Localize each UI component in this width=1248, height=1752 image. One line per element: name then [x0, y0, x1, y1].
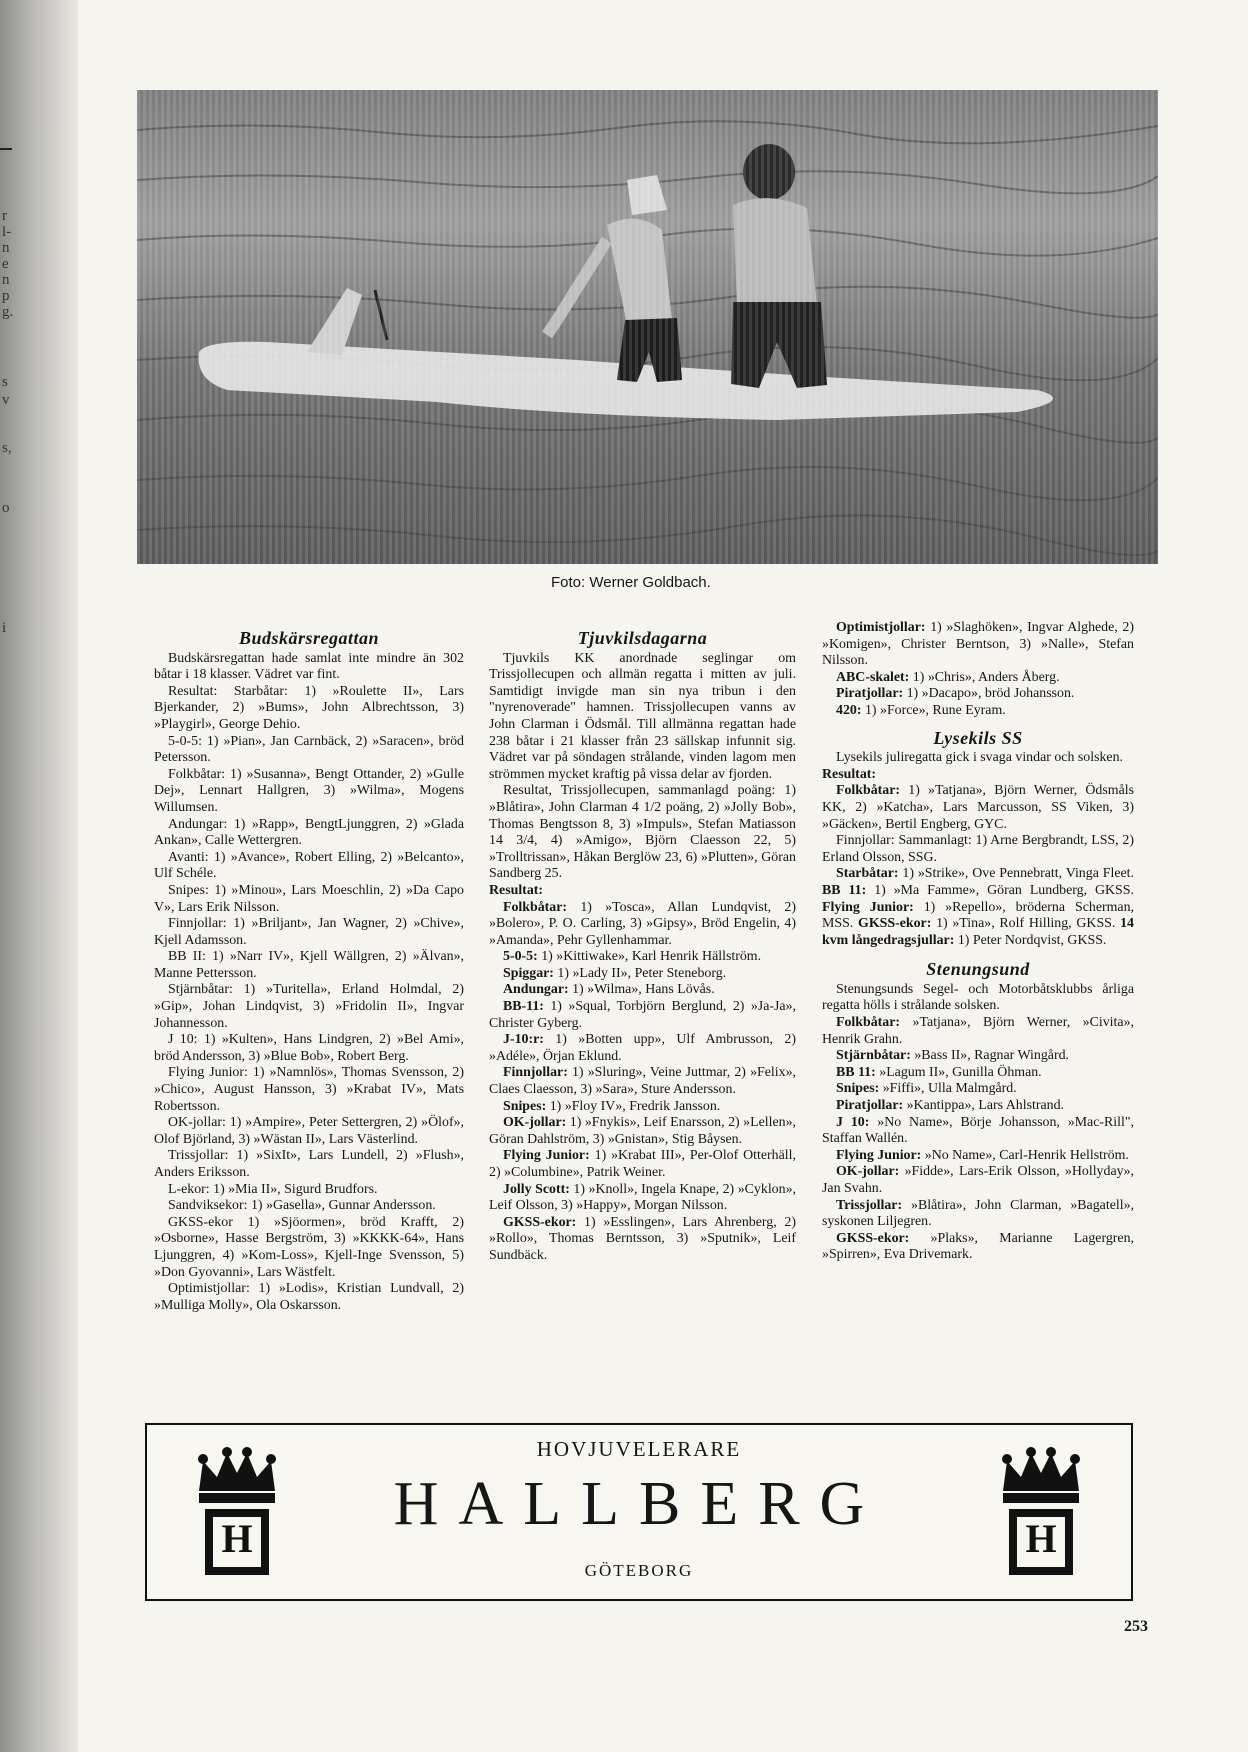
column-tjuvkilsdagarna — [489, 630, 796, 1265]
sten-entry — [822, 1198, 1134, 1231]
sten-entry — [822, 1164, 1134, 1197]
tjuvkil-entry-label: Piratjollar: — [836, 686, 904, 702]
heading-tjuvkilsdagarna: Tjuvkilsdagarna — [577, 628, 708, 648]
tjuvkil-entry-text: 1) »Wilma», Hans Lövås. — [572, 982, 715, 998]
budskar-paragraph: 5-0-5: 1) »Pian», Jan Carnbäck, 2) »Saracen», bröd Petersson. — [154, 733, 464, 766]
column-right — [822, 620, 1134, 1264]
lysekil-finnjollar: Finnjollar: Sammanlagt: 1) Arne Bergbrandt, LSS, 2) Erland Olsson, SSG. — [822, 833, 1134, 865]
budskar-paragraph: Trissjollar: 1) »SixIt», Lars Lundell, 2) »Flush», Anders Eriksson. — [154, 1148, 464, 1180]
edge-letter: n — [2, 240, 10, 256]
sten-entries — [822, 1015, 1134, 1264]
tjuvkil-entries — [489, 900, 796, 1265]
tjuvkil-entry — [489, 982, 796, 999]
ad-brand-hallberg: HALLBERG — [393, 1470, 885, 1538]
tjuvkil-entry — [489, 949, 796, 966]
sten-entry-label: Trissjollar: — [836, 1197, 903, 1213]
edge-letter: r — [2, 208, 7, 224]
svg-text:H: H — [1025, 1516, 1057, 1561]
tjuvkil-entry — [822, 620, 1134, 670]
lysekil-other: Starbåtar: 1) »Strike», Ove Pennebratt, Vinga Fleet. BB 11: 1) »Ma Famme», Göran Lundberg, GKSS. Flying Junior: 1) »Repello», bröderna Scherman, MSS. GKSS-ekor: 1) »Tina», Rolf Hilling, GKSS. 14 kvm långedragsjullar: 1) Peter Nordqvist, GKSS. — [822, 866, 1134, 948]
edge-letter: s — [2, 374, 8, 390]
tjuvkil-entry-text: 1) »Dacapo», bröd Johansson. — [906, 686, 1075, 702]
svg-text:H: H — [221, 1516, 253, 1561]
tjuvkil-entry — [489, 1065, 796, 1098]
tjuvkil-entry-label: ABC-skalet: — [836, 669, 910, 685]
tjuvkil-cup-results: Resultat, Trissjollecupen, sammanlagd poäng: 1) »Blåtira», John Clarman 4 1/2 poäng, 2) »Jolly Bob», Thomas Bengtsson 8, 3) »Impuls», Stefan Matiasson 14 3/4, 4) »Amigo», Björn Claesson 22, 5) »Trolltrissan», Håkan Berglöw 23, 6) »Plutten», Göran Sandberg 25. — [489, 783, 796, 882]
tjuvkil-entry-label: BB-11: — [503, 999, 544, 1015]
tjuvkil-entry-label: Folkbåtar: — [503, 899, 568, 915]
budskar-paragraph: Finnjollar: 1) »Briljant», Jan Wagner, 2) »Chive», Kjell Adamsson. — [154, 916, 464, 948]
tjuvkil-entry — [822, 703, 1134, 720]
tjuvkil-entry — [489, 1215, 796, 1265]
tjuvkil-entry-text: 1) »Tosca», Allan Lundqvist, 2) »Bolero», P. O. Carling, 3) »Gipsy», Bröd Engelin, 4) »Amanda», Pehr Gyllenhammar. — [489, 899, 796, 948]
tjuvkil-entry — [489, 1099, 796, 1116]
tjuvkil-entry-label: OK-jollar: — [503, 1115, 567, 1131]
ad-title-hovjuvelerare: HOVJUVELERARE — [536, 1437, 742, 1461]
edge-rule — [0, 148, 12, 150]
page-number: 253 — [1124, 1618, 1148, 1635]
tjuvkil-entry-text: 1) »Fnykis», Leif Enarsson, 2) »Lellen», Göran Dahlström, 3) »Gnistan», Stig Båysen. — [489, 1115, 796, 1147]
heading-lysekils-ss: Lysekils SS — [933, 727, 1023, 748]
budskar-paragraph: OK-jollar: 1) »Ampire», Peter Settergren, 2) »Ölof», Olof Björland, 3) »Wästan II», Lars Västerlind. — [154, 1115, 464, 1147]
edge-letter: e — [2, 256, 9, 272]
tjuvkil-entry-text: 1) »Botten upp», Ulf Ambrusson, 2) »Adéle», Örjan Eklund. — [489, 1032, 796, 1064]
tjuvkil-entry — [822, 670, 1134, 687]
budskar-paragraph: Andungar: 1) »Rapp», BengtLjunggren, 2) »Glada Ankan», Calle Wettergren. — [154, 816, 464, 849]
hallberg-advertisement — [145, 1423, 1133, 1601]
tjuvkil-continued — [822, 620, 1134, 720]
page-fold-edge — [0, 0, 78, 1752]
tjuvkil-entry-label: Jolly Scott: — [503, 1181, 570, 1197]
budskar-paragraph: Folkbåtar: 1) »Susanna», Bengt Ottander, 2) »Gulle Dej», Lennart Hallgren, 3) »Wilma», Mogens Willumsen. — [154, 766, 464, 815]
tjuvkil-entry-text: 1) »Force», Rune Eyram. — [864, 702, 1006, 718]
heading-budskarsregattan: Budskärsregattan — [238, 628, 380, 648]
sten-entry-text: »Fidde», Lars-Erik Olsson, »Hollyday», Jan Svahn. — [822, 1164, 1134, 1196]
tjuvkil-entry-text: 1) »Slaghöken», Ingvar Alghede, 2) »Komigen», Christer Berntson, 3) »Nalle», Stefan Nilsson. — [822, 620, 1134, 669]
sten-entry-label: Folkbåtar: — [836, 1015, 901, 1031]
edge-letter: i — [2, 620, 7, 636]
sten-entry-label: Snipes: — [836, 1081, 880, 1097]
sten-entry — [822, 1048, 1134, 1065]
sten-entry-label: Stjärnbåtar: — [836, 1048, 911, 1064]
tjuvkil-entry-label: Snipes: — [503, 1098, 547, 1114]
budskar-paragraph: Optimistjollar: 1) »Lodis», Kristian Lundvall, 2) »Mulliga Molly», Ola Oskarsson. — [154, 1281, 464, 1313]
tjuvkil-entry-label: Andungar: — [503, 982, 569, 998]
tjuvkil-entry-text: 1) »Knoll», Ingela Knape, 2) »Cyklon», Leif Olsson, 3) »Happy», Morgan Nilsson. — [489, 1181, 796, 1214]
budskar-paragraph: J 10: 1) »Kulten», Hans Lindgren, 2) »Bel Ami», bröd Andersson, 3) »Blue Bob», Robert Berg. — [154, 1032, 464, 1064]
sten-entry-text: »Tatjana», Björn Werner, »Civita», Henrik Grahn. — [822, 1015, 1134, 1047]
budskar-paragraph: Budskärsregattan hade samlat inte mindre än 302 båtar i 18 klasser. Vädret var fint. — [154, 650, 464, 683]
tjuvkil-entry — [822, 686, 1134, 703]
edge-letter: v — [2, 392, 10, 408]
edge-letter: o — [2, 500, 10, 516]
lysekil-intro: Lysekils juliregatta gick i svaga vindar och solsken. — [836, 750, 1124, 766]
budskar-paragraph: Resultat: Starbåtar: 1) »Roulette II», Lars Bjerkander, 2) »Bums», John Albrechtsson, 3) »Playgirl», George Dehio. — [154, 683, 464, 732]
sailboat-capsized-photo — [137, 90, 1158, 564]
tjuvkil-entry-label: GKSS-ekor: — [503, 1214, 577, 1230]
tjuvkil-entry-text: 1) »Chris», Anders Åberg. — [912, 669, 1060, 685]
heading-stenungsund: Stenungsund — [926, 959, 1030, 980]
budskar-paragraph: Flying Junior: 1) »Namnlös», Thomas Svensson, 2) »Chico», August Hansson, 3) »Krabat IV», Mats Robertsson. — [154, 1065, 464, 1114]
edge-letter: l- — [2, 224, 12, 240]
budskar-paragraph: GKSS-ekor 1) »Sjöormen», bröd Krafft, 2) »Osborne», Hasse Bergström, 3) »KKKK-64», Hans Ljunggren, 4) »Kom-Loss», Kjell-Inge Svensson, 5) »Don Gyovanni», Lars Wästfelt. — [154, 1214, 464, 1280]
sten-entry — [822, 1115, 1134, 1148]
edge-letter: n — [2, 272, 10, 288]
tjuvkil-entry-label: Optimistjollar: — [836, 620, 926, 635]
sten-entry-text: »Fiffi», Ulla Malmgård. — [882, 1081, 1017, 1097]
sten-entry-label: Flying Junior: — [836, 1147, 922, 1163]
sten-entry-text: »Bass II», Ragnar Wingård. — [914, 1048, 1069, 1064]
photo-caption: Foto: Werner Goldbach. — [551, 574, 711, 591]
budskar-paragraph: BB II: 1) »Narr IV», Kjell Wällgren, 2) »Älvan», Manne Pettersson. — [154, 949, 464, 981]
edge-letter: s, — [2, 440, 12, 456]
tjuvkil-entry — [489, 1115, 796, 1148]
budskar-paragraph: Stjärnbåtar: 1) »Turitella», Erland Holmdal, 2) »Gip», Johan Lindqvist, 3) »Fridolin II», Ingvar Johannesson. — [154, 982, 464, 1031]
tjuvkil-entry — [489, 900, 796, 950]
sten-entry-text: »Plaks», Marianne Lagergren, »Spirren», Eva Drivemark. — [822, 1230, 1134, 1263]
sten-intro: Stenungsunds Segel- och Motorbåtsklubbs årliga regatta hölls i strålande solsken. — [822, 981, 1134, 1014]
tjuvkil-entry-label: 420: — [836, 702, 862, 718]
tjuvkil-entry-label: J-10:r: — [503, 1032, 544, 1048]
sten-entry — [822, 1015, 1134, 1048]
sten-entry-text: »No Name», Carl-Henrik Hellström. — [924, 1147, 1129, 1163]
sten-entry-label: Piratjollar: — [836, 1098, 904, 1114]
tjuvkil-entry — [489, 1148, 796, 1181]
tjuvkil-entry-label: Finnjollar: — [503, 1065, 568, 1081]
sten-entry — [822, 1065, 1134, 1082]
budskar-paragraphs — [154, 651, 464, 1315]
tjuvkil-entry-text: 1) »Sluring», Veine Juttmar, 2) »Felix», Claes Claesson, 3) »Sara», Sture Andersson. — [489, 1065, 796, 1098]
budskar-paragraph: Snipes: 1) »Minou», Lars Moeschlin, 2) »Da Capo V», Lars Erik Nilsson. — [154, 882, 464, 915]
tjuvkil-entry-text: 1) »Squal, Torbjörn Berglund, 2) »Ja-Ja», Christer Gyberg. — [489, 999, 796, 1031]
budskar-paragraph: Avanti: 1) »Avance», Robert Elling, 2) »Belcanto», Ulf Schéle. — [154, 849, 464, 882]
tjuvkil-entry — [489, 966, 796, 983]
tjuvkil-entry — [489, 999, 796, 1032]
tjuvkil-entry-text: 1) »Kittiwake», Karl Henrik Hällström. — [541, 949, 762, 965]
sten-entry-label: GKSS-ekor: — [836, 1230, 910, 1246]
sten-entry-label: J 10: — [836, 1114, 870, 1130]
tjuvkil-entry-label: 5-0-5: — [503, 949, 538, 965]
sten-entry — [822, 1081, 1134, 1098]
tjuvkil-entry-label: Flying Junior: — [503, 1148, 590, 1164]
edge-letter: g. — [2, 304, 14, 320]
sten-entry-text: »Blåtira», John Clarman, »Bagatell», syskonen Liljegren. — [822, 1197, 1134, 1230]
sten-entry — [822, 1231, 1134, 1264]
ad-city: GÖTEBORG — [584, 1561, 694, 1580]
tjuvkil-entry-text: 1) »Lady II», Peter Steneborg. — [557, 965, 727, 981]
sten-entry-text: »Kantippa», Lars Ahlstrand. — [906, 1098, 1064, 1114]
sten-entry-text: »No Name», Börje Johansson, »Mac-Rill", Staffan Wallén. — [822, 1114, 1134, 1147]
column-budskarsregattan — [154, 630, 464, 1314]
tjuvkil-intro: Tjuvkils KK anordnade seglingar om Trissjollecupen och allmän regatta i mitten av juli. Samtidigt invigde man sin nya tribun i den "nyrenoverade" hamnen. Trissjollecupen vanns av John Clarman i Ödsmål. Till allmänna regattan hade 238 båtar i 21 klasser från 23 sällskap infunnit sig. Vädret var på söndagen strålande, vinden lagom men strömmen mycket kraftig på vissa delar av fjorden. — [489, 650, 796, 782]
edge-letter: p — [2, 288, 10, 304]
sten-entry-text: »Lagum II», Gunilla Öhman. — [879, 1064, 1042, 1080]
sten-entry-label: BB 11: — [836, 1064, 876, 1080]
budskar-paragraph: L-ekor: 1) »Mia II», Sigurd Brudfors. — [168, 1181, 378, 1197]
sten-entry — [822, 1148, 1134, 1165]
tjuvkil-entry-text: 1) »Krabat III», Per-Olof Otterhäll, 2) »Columbine», Patrik Weiner. — [489, 1148, 796, 1180]
tjuvkil-entry — [489, 1032, 796, 1065]
sten-entry-label: OK-jollar: — [836, 1164, 900, 1180]
sten-entry — [822, 1098, 1134, 1115]
lysekil-results-label: Resultat: — [822, 766, 877, 782]
lysekil-folkbatar: Folkbåtar: 1) »Tatjana», Björn Werner, Ödsmåls KK, 2) »Katcha», Lars Marcusson, SS Viken, 3) »Gäcken», Bertil Engberg, GYC. — [822, 783, 1134, 832]
tjuvkil-entry-label: Spiggar: — [503, 965, 554, 981]
tjuvkil-entry-text: 1) »Esslingen», Lars Ahrenberg, 2) »Rollo», Thomas Berntsson, 3) »Sputnik», Leif Sundbäck. — [489, 1214, 796, 1263]
tjuvkil-entry — [489, 1182, 796, 1215]
tjuvkil-results-label: Resultat: — [489, 882, 544, 898]
tjuvkil-entry-text: 1) »Floy IV», Fredrik Jansson. — [549, 1098, 721, 1114]
budskar-paragraph: Sandviksekor: 1) »Gasella», Gunnar Andersson. — [168, 1198, 436, 1214]
